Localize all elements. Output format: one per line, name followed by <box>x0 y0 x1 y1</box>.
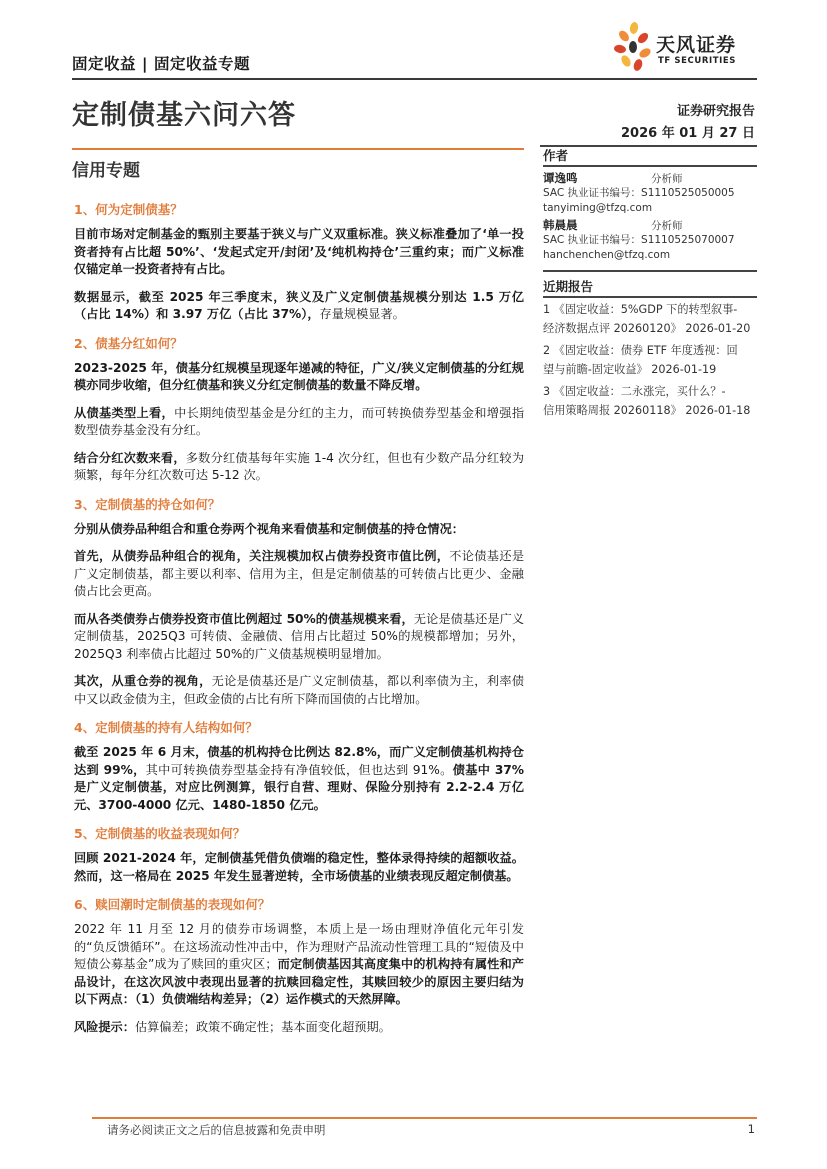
section-heading: 5、定制债基的收益表现如何？ <box>74 826 246 841</box>
recent-top-divider <box>543 270 757 272</box>
section-heading: 3、定制债基的持仓如何？ <box>74 496 221 512</box>
author-email[interactable]: tanyiming@tfzq.com <box>543 202 653 214</box>
emphasis-text: 回顾 2021-2024 年，定制债基凭借负债端的稳定性，整体录得持续的超额收益。然而，这一格局在 2025 年发生显著逆转，全市场债基的业绩表现反超定制债基。 <box>74 851 524 883</box>
author-cert: SAC 执业证书编号：S1110525070007 <box>543 234 735 246</box>
body-text: 2022 年 11 月至 12 月的债券市场调整，本质上是一场由理财净值化元年引发的“负反馈循环”。在这场流动性冲击中，作为理财产品流动性管理工具的“短债及中短债公募基金”成为了赎回的重灾区； <box>74 922 524 971</box>
company-logo <box>612 20 772 74</box>
title-divider <box>72 148 524 150</box>
emphasis-text: 目前市场对定制基金的甄别主要基于狭义与广义双重标准。狭义标准叠加了‘单一投资者持有占比超 50%’、‘发起式定开/封闭’及‘纯机构持仓’三重约束；而广义标准仅锚定单一投资者持有占比。 <box>74 227 524 276</box>
author-cert: SAC 执业证书编号：S1110525050005 <box>543 187 735 199</box>
report-date: 2026 年 01 月 27 日 <box>621 126 755 141</box>
author-role: 分析师 <box>651 220 683 232</box>
body-paragraph <box>74 360 524 395</box>
body-paragraph <box>74 673 524 708</box>
body-text: 不论债基还是广义定制债基，都主要以利率、信用为主，但是定制债基的可转债占比更少、金融债占比会更高。 <box>74 549 525 598</box>
body-paragraph <box>74 289 524 324</box>
footer-disclaimer: 请务必阅读正文之后的信息披露和免责申明 <box>107 1123 326 1137</box>
body-paragraph <box>74 548 524 601</box>
body-paragraph <box>74 405 524 440</box>
author-card <box>543 217 757 263</box>
emphasis-text: 而定制债基因其高度集中的机构持有属性和产品设计，在这次风波中表现出显著的抗赎回稳定性，其赎回较少的原因主要归结为以下两点：（1）负债端结构差异；（2）运作模式的天然屏障。 <box>74 957 524 1006</box>
emphasis-text: 结合分红次数来看， <box>74 450 186 465</box>
author-card <box>543 170 757 216</box>
body-text: 无论是债基还是广义定制债基，都以利率债为主，利率债中又以政金债为主，但政金债的占比有所下降而国债的占比增加。 <box>74 674 525 706</box>
logo-mark-icon <box>612 20 656 74</box>
emphasis-text: 风险提示： <box>74 1019 135 1034</box>
emphasis-text: 2023-2025 年，债基分红规模呈现逐年递减的特征，广义/狭义定制债基的分红规模亦同步收缩，但分红债基和狭义分红定制债基的数量不降反增。 <box>74 360 524 392</box>
body-text: 其中可转换债券型基金持有净值较低，但也达到 91%。 <box>145 762 453 777</box>
emphasis-text: 首先，从债券品种组合的视角，关注规模加权占债券投资市值比例， <box>74 549 450 563</box>
report-title: 定制债基六问六答 <box>72 100 296 131</box>
footer-divider <box>92 1117 757 1119</box>
section-heading: 2、债基分红如何？ <box>74 335 183 351</box>
recent-report-list <box>543 300 757 420</box>
body-text: 无论是债基还是广义定制债基，2025Q3 可转债、金融债、信用占比超过 50%的规模都增加；另外，2025Q3 利率债占比超过 50%的广义债基规模明显增加。 <box>74 611 525 661</box>
emphasis-text: 分别从债券品种组合和重仓券两个视角来看债基和定制债基的持仓情况： <box>74 521 464 536</box>
report-type: 证券研究报告 <box>676 104 755 119</box>
author-email[interactable]: hanchenchen@tfzq.com <box>543 249 671 261</box>
emphasis-text: 债基中 37%是广义定制债基，对应比例测算，银行自营、理财、保险分别持有 2.2-2.4 万亿元、3700-4000 亿元、1480-1850 亿元。 <box>74 762 524 812</box>
body-paragraph <box>74 611 524 664</box>
logo-text-cn: 天风证券 <box>656 34 737 56</box>
section-heading: 6、赎回潮时定制债基的表现如何？ <box>74 897 271 912</box>
body-text: 多数分红债基每年实施 1-4 次分红，但也有少数产品分红较为频繁，每年分红次数可达 5-12 次。 <box>74 450 525 482</box>
body-text: 估算偏差；政策不确定性；基本面变化超预期。 <box>134 1019 391 1034</box>
section-heading: 1、何为定制债基？ <box>74 202 183 217</box>
page-number: 1 <box>747 1122 755 1136</box>
recent-report-item[interactable]: 1 《固定收益：5%GDP 下的转型叙事- 经济数据点评 20260120》 2026-01-20 <box>543 303 751 335</box>
emphasis-text: 而从各类债券占债券投资市值比例超过 50%的债基规模来看， <box>74 611 414 626</box>
recent-divider <box>543 296 757 298</box>
recent-report-item[interactable]: 3 《固定收益：二永涨完，买什么？- 信用策略周报 20260118》 2026-01-18 <box>543 385 751 417</box>
author-name: 韩晨晨 <box>543 218 578 232</box>
header-divider <box>72 78 757 80</box>
recent-report-item[interactable]: 2 《固定收益：债券 ETF 年度透视：回 望与前瞻-固定收益》 2026-01-19 <box>543 344 738 376</box>
author-name: 谭逸鸣 <box>543 171 578 185</box>
emphasis-text: 从债基类型上看， <box>74 405 175 420</box>
recent-reports-heading: 近期报告 <box>543 279 594 294</box>
body-text: 存量规模显著。 <box>319 307 405 321</box>
body-paragraph <box>74 744 524 814</box>
body-paragraph <box>74 1019 524 1037</box>
authors-heading-text: 作者 <box>543 148 569 163</box>
logo-text-en: TF SECURITIES <box>658 56 737 66</box>
section-heading: 4、定制债基的持有人结构如何？ <box>74 720 258 735</box>
emphasis-text: 截至 2025 年 6 月末，债基的机构持仓比例达 82.8%，而广义定制债基机构持仓达到 99%， <box>74 745 524 777</box>
body-text: 中长期纯债型基金是分红的主力，而可转换债券型基金和增强指数型债券基金没有分红。 <box>74 405 525 437</box>
header-category: 固定收益 | 固定收益专题 <box>72 55 250 73</box>
body-paragraph <box>74 450 524 485</box>
author-role: 分析师 <box>651 173 683 185</box>
body-paragraph <box>74 850 524 885</box>
emphasis-text: 其次，从重仓券的视角， <box>74 674 212 688</box>
authors-divider <box>543 165 757 167</box>
body-paragraph <box>74 921 524 1009</box>
emphasis-text: 数据显示，截至 2025 年三季度末，狭义及广义定制债基规模分别达 1.5 万亿（占比 14%）和 3.97 万亿（占比 37%）， <box>74 289 524 321</box>
body-paragraph <box>74 521 524 539</box>
body-paragraph <box>74 226 524 279</box>
main-content <box>74 200 524 1046</box>
report-subtitle: 信用专题 <box>72 161 140 181</box>
